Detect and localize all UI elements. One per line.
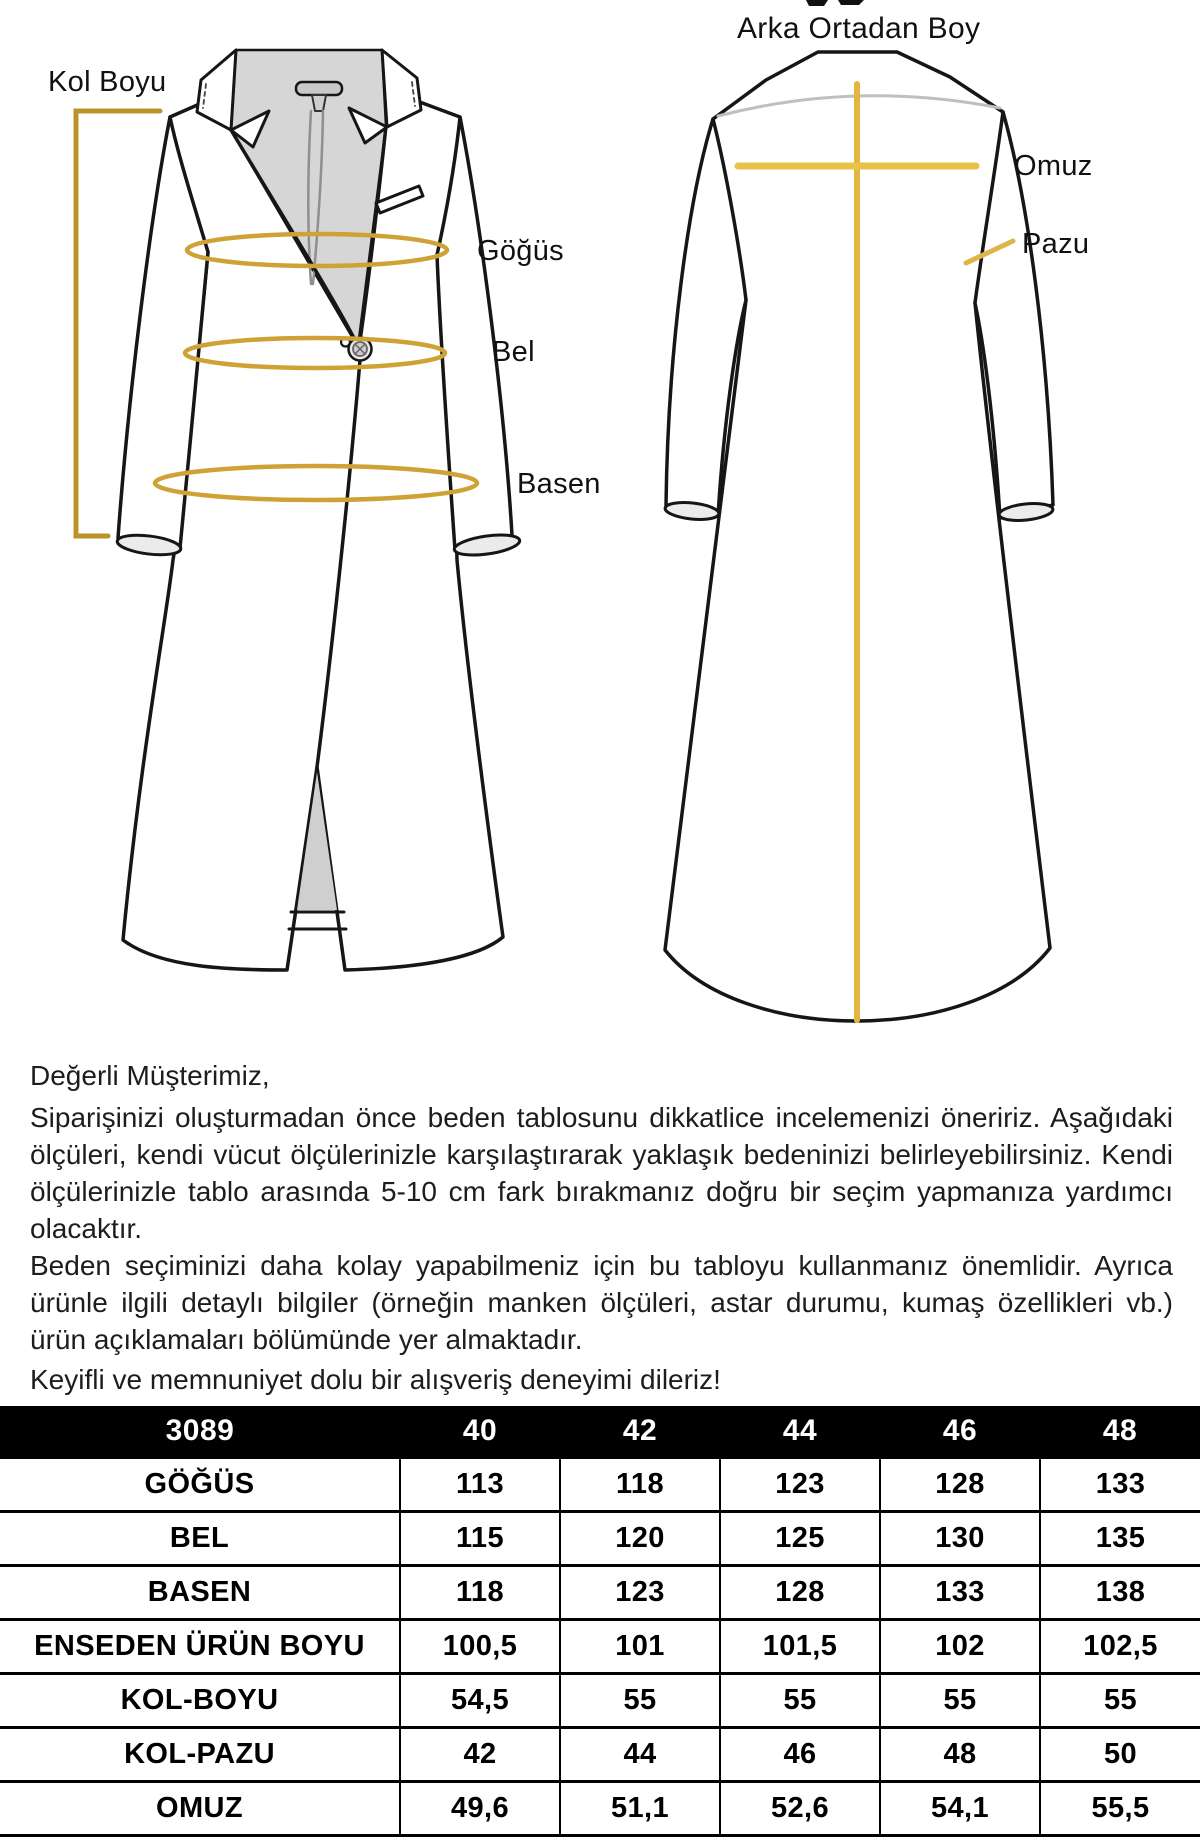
bel-label: Bel [492,336,535,368]
size-value: 101 [560,1620,720,1674]
kol-boyu-label: Kol Boyu [48,66,167,98]
size-value: 138 [1040,1566,1200,1620]
size-value: 118 [400,1566,560,1620]
size-value: 120 [560,1512,720,1566]
size-value: 100,5 [400,1620,560,1674]
size-value: 51,1 [560,1782,720,1836]
size-value: 135 [1040,1512,1200,1566]
model-code-cell: 3089 [0,1406,400,1458]
size-table-header-row [0,1406,1200,1458]
size-value: 115 [400,1512,560,1566]
size-value: 133 [1040,1458,1200,1512]
intro-paragraph-1: Siparişinizi oluşturmadan önce beden tablosunu dikkatlice incelemenizi öneririz. Aşağıdaki ölçüleri, kendi vücut ölçülerinizle karşılaştırarak yaklaşık bedeninizi belirleyebilirsiniz. Kendi ölçülerinizle tablo arasında 5-10 cm fark bırakmanız doğru bir seçim yapmanıza yardımcı olacaktır. [30,1102,1173,1244]
cropped-text-artifact [806,0,864,6]
table-row [0,1512,1200,1566]
size-column-header: 40 [400,1406,560,1458]
size-value: 130 [880,1512,1040,1566]
size-value: 101,5 [720,1620,880,1674]
gogus-label: Göğüs [477,235,564,267]
size-value: 44 [560,1728,720,1782]
size-value: 128 [880,1458,1040,1512]
table-row [0,1674,1200,1728]
size-value: 133 [880,1566,1040,1620]
row-label: KOL-PAZU [0,1728,400,1782]
size-value: 55 [1040,1674,1200,1728]
tie-knot [312,95,326,111]
size-value: 128 [720,1566,880,1620]
size-value: 52,6 [720,1782,880,1836]
size-column-header: 42 [560,1406,720,1458]
size-value: 54,5 [400,1674,560,1728]
size-value: 48 [880,1728,1040,1782]
front-coat-drawing [116,50,521,970]
row-label: BASEN [0,1566,400,1620]
row-label: GÖĞÜS [0,1458,400,1512]
table-row [0,1728,1200,1782]
row-label: ENSEDEN ÜRÜN BOYU [0,1620,400,1674]
size-value: 123 [720,1458,880,1512]
row-label: OMUZ [0,1782,400,1836]
size-value: 55,5 [1040,1782,1200,1836]
size-value: 113 [400,1458,560,1512]
basen-label: Basen [517,468,601,500]
omuz-label: Omuz [1014,150,1093,182]
row-label: BEL [0,1512,400,1566]
arka-ortadan-boy-label: Arka Ortadan Boy [737,12,981,45]
size-value: 54,1 [880,1782,1040,1836]
closing-text: Keyifli ve memnuniyet dolu bir alışveriş deneyimi dileriz! [30,1364,721,1395]
table-row [0,1566,1200,1620]
row-label: KOL-BOYU [0,1674,400,1728]
size-value: 42 [400,1728,560,1782]
table-row [0,1620,1200,1674]
greeting-text: Değerli Müşterimiz, [30,1060,270,1091]
size-value: 125 [720,1512,880,1566]
size-value: 118 [560,1458,720,1512]
size-value: 50 [1040,1728,1200,1782]
table-row [0,1458,1200,1512]
intro-paragraphs [30,1099,1173,1358]
size-table [0,1406,1200,1837]
size-column-header: 44 [720,1406,880,1458]
size-value: 55 [560,1674,720,1728]
size-value: 102 [880,1620,1040,1674]
size-value: 55 [880,1674,1040,1728]
size-value: 55 [720,1674,880,1728]
size-column-header: 48 [1040,1406,1200,1458]
size-column-header: 46 [880,1406,1040,1458]
size-value: 123 [560,1566,720,1620]
intro-paragraph-2: Beden seçiminizi daha kolay yapabilmeniz için bu tabloyu kullanmanız önemlidir. Ayrıca ürünle ilgili detaylı bilgiler (örneğin manken ölçüleri, astar durumu, kumaş özellikleri vb.) ürün açıklamaları bölümünde yer almaktadır. [30,1250,1173,1355]
size-value: 46 [720,1728,880,1782]
table-row [0,1782,1200,1836]
size-value: 49,6 [400,1782,560,1836]
size-value: 102,5 [1040,1620,1200,1674]
pazu-label: Pazu [1022,228,1090,260]
collar-hanger-loop [296,82,342,95]
